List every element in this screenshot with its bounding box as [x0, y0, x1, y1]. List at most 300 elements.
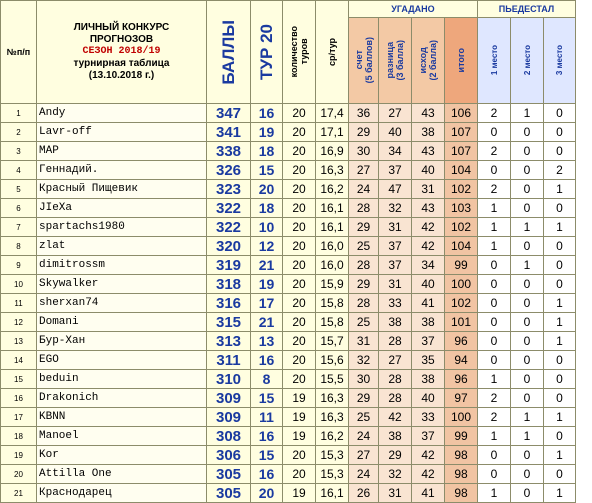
- avg-cell: 15,8: [316, 313, 349, 332]
- outcome-cell: 42: [412, 465, 445, 484]
- row-number: 17: [1, 408, 37, 427]
- diff-line1: разница: [385, 42, 395, 79]
- tour-points-cell: 16: [251, 465, 283, 484]
- row-number: 11: [1, 294, 37, 313]
- place3-cell: 0: [544, 199, 576, 218]
- score-cell: 25: [349, 237, 379, 256]
- table-row: [1, 275, 576, 294]
- total-label: итого: [456, 48, 466, 73]
- diff-cell: 47: [379, 180, 412, 199]
- avg-cell: 16,3: [316, 408, 349, 427]
- outcome-cell: 34: [412, 256, 445, 275]
- points-cell: 323: [207, 180, 251, 199]
- row-number: 13: [1, 332, 37, 351]
- outcome-cell: 37: [412, 427, 445, 446]
- score-cell: 36: [349, 104, 379, 123]
- diff-cell: 27: [379, 104, 412, 123]
- table-row: [1, 332, 576, 351]
- place1-cell: 1: [478, 484, 511, 503]
- table-row: [1, 484, 576, 503]
- score-cell: 32: [349, 351, 379, 370]
- points-cell: 338: [207, 142, 251, 161]
- player-name: Drakonich: [37, 389, 207, 408]
- guessed-group-header: УГАДАНО: [349, 1, 478, 18]
- avg-cell: 16,3: [316, 389, 349, 408]
- place3-cell: 0: [544, 370, 576, 389]
- tour-points-cell: 17: [251, 294, 283, 313]
- place1-cell: 2: [478, 389, 511, 408]
- outcome-cell: 42: [412, 446, 445, 465]
- row-number: 1: [1, 104, 37, 123]
- row-number: 16: [1, 389, 37, 408]
- tour-points-cell: 18: [251, 199, 283, 218]
- outcome-label: [418, 40, 438, 81]
- points-cell: 316: [207, 294, 251, 313]
- points-cell: 322: [207, 218, 251, 237]
- total-cell: 96: [445, 370, 478, 389]
- score-line1: счет: [353, 50, 364, 71]
- tours-count-cell: 19: [283, 427, 316, 446]
- tour-points-cell: 11: [251, 408, 283, 427]
- score-cell: 28: [349, 256, 379, 275]
- subtitle-line2: (13.10.2018 г.): [88, 70, 155, 81]
- tours-count-cell: 20: [283, 218, 316, 237]
- total-cell: 102: [445, 180, 478, 199]
- score-line2: (5 баллов): [363, 37, 374, 84]
- total-cell: 107: [445, 123, 478, 142]
- place3-cell: 0: [544, 237, 576, 256]
- place3-cell: 1: [544, 408, 576, 427]
- avg-cell: 16,3: [316, 161, 349, 180]
- avg-cell: 15,5: [316, 370, 349, 389]
- diff-cell: 37: [379, 237, 412, 256]
- place1-cell: 0: [478, 465, 511, 484]
- points-cell: 306: [207, 446, 251, 465]
- avg-label: ср/тур: [327, 37, 337, 67]
- diff-cell: 28: [379, 389, 412, 408]
- tours-count-cell: 20: [283, 465, 316, 484]
- place2-cell: 1: [511, 104, 544, 123]
- total-cell: 104: [445, 161, 478, 180]
- place2-cell: 1: [511, 427, 544, 446]
- points-cell: 308: [207, 427, 251, 446]
- avg-cell: 15,7: [316, 332, 349, 351]
- score-cell: 29: [349, 123, 379, 142]
- place1-cell: 2: [478, 104, 511, 123]
- table-row: [1, 123, 576, 142]
- place2-cell: 0: [511, 142, 544, 161]
- diff-line2: (3 балла): [395, 40, 405, 81]
- place1-cell: 2: [478, 408, 511, 427]
- tours-count-cell: 20: [283, 275, 316, 294]
- place2-cell: 0: [511, 351, 544, 370]
- tour-points-cell: 18: [251, 142, 283, 161]
- podium-group-header: ПЬЕДЕСТАЛ: [478, 1, 576, 18]
- points-cell: 322: [207, 199, 251, 218]
- player-name: sherxan74: [37, 294, 207, 313]
- score-cell: 24: [349, 427, 379, 446]
- points-cell: 319: [207, 256, 251, 275]
- col-header-total: [445, 18, 478, 104]
- place1-cell: 0: [478, 446, 511, 465]
- table-row: [1, 237, 576, 256]
- total-cell: 98: [445, 465, 478, 484]
- place2-cell: 0: [511, 161, 544, 180]
- score-cell: 27: [349, 446, 379, 465]
- place1-cell: 1: [478, 199, 511, 218]
- avg-cell: 15,9: [316, 275, 349, 294]
- diff-cell: 37: [379, 161, 412, 180]
- tours-count-cell: 20: [283, 199, 316, 218]
- points-label: БАЛЛЫ: [218, 19, 238, 85]
- table-row: [1, 142, 576, 161]
- place1-cell: 0: [478, 256, 511, 275]
- place1-cell: 1: [478, 237, 511, 256]
- score-cell: 29: [349, 389, 379, 408]
- diff-cell: 33: [379, 294, 412, 313]
- total-cell: 100: [445, 408, 478, 427]
- row-number: 2: [1, 123, 37, 142]
- player-name: Andy: [37, 104, 207, 123]
- table-row: [1, 351, 576, 370]
- tour-points-cell: 19: [251, 275, 283, 294]
- subtitle-line1: турнирная таблица: [73, 58, 170, 69]
- place1-cell: 0: [478, 351, 511, 370]
- row-number: 6: [1, 199, 37, 218]
- tours-count-cell: 20: [283, 294, 316, 313]
- diff-cell: 29: [379, 446, 412, 465]
- avg-cell: 16,2: [316, 427, 349, 446]
- tours-count-cell: 20: [283, 237, 316, 256]
- season-label: СЕЗОН 2018/19: [82, 46, 161, 57]
- place1-cell: 1: [478, 218, 511, 237]
- avg-cell: 16,1: [316, 199, 349, 218]
- player-name: KBNN: [37, 408, 207, 427]
- tours-count-cell: 20: [283, 180, 316, 199]
- place2-cell: 0: [511, 370, 544, 389]
- outcome-cell: 40: [412, 161, 445, 180]
- total-cell: 102: [445, 218, 478, 237]
- place2-label: 2 место: [522, 45, 532, 76]
- table-row: [1, 218, 576, 237]
- tour-points-cell: 15: [251, 161, 283, 180]
- outcome-cell: 41: [412, 294, 445, 313]
- row-number: 8: [1, 237, 37, 256]
- tours-count-cell: 19: [283, 484, 316, 503]
- points-cell: 309: [207, 408, 251, 427]
- diff-cell: 42: [379, 408, 412, 427]
- place2-cell: 0: [511, 313, 544, 332]
- row-number: 3: [1, 142, 37, 161]
- score-cell: 31: [349, 332, 379, 351]
- outcome-cell: 38: [412, 123, 445, 142]
- outcome-line2: (2 балла): [428, 40, 438, 81]
- diff-cell: 31: [379, 218, 412, 237]
- player-name: Kor: [37, 446, 207, 465]
- place2-cell: 1: [511, 218, 544, 237]
- outcome-cell: 43: [412, 199, 445, 218]
- table-row: [1, 370, 576, 389]
- place3-cell: 1: [544, 332, 576, 351]
- outcome-cell: 43: [412, 104, 445, 123]
- tours-count-cell: 19: [283, 408, 316, 427]
- diff-cell: 40: [379, 123, 412, 142]
- place2-cell: 0: [511, 199, 544, 218]
- tours-count-cell: 20: [283, 123, 316, 142]
- place2-cell: 0: [511, 237, 544, 256]
- total-cell: 104: [445, 237, 478, 256]
- points-cell: 341: [207, 123, 251, 142]
- table-title: [37, 1, 207, 104]
- player-name: Бур-Хан: [37, 332, 207, 351]
- place1-cell: 2: [478, 180, 511, 199]
- diff-cell: 28: [379, 332, 412, 351]
- place3-cell: 2: [544, 161, 576, 180]
- avg-cell: 16,1: [316, 218, 349, 237]
- player-name: Skywalker: [37, 275, 207, 294]
- col-header-points: [207, 1, 251, 104]
- points-cell: 315: [207, 313, 251, 332]
- col-header-avg: [316, 1, 349, 104]
- score-cell: 27: [349, 161, 379, 180]
- tours-count-cell: 20: [283, 104, 316, 123]
- player-name: spartachs1980: [37, 218, 207, 237]
- place3-cell: 1: [544, 180, 576, 199]
- col-header-place2: [511, 18, 544, 104]
- tour-points-cell: 20: [251, 484, 283, 503]
- tour-points-cell: 21: [251, 256, 283, 275]
- total-cell: 97: [445, 389, 478, 408]
- place2-cell: 0: [511, 275, 544, 294]
- avg-cell: 16,0: [316, 256, 349, 275]
- row-number: 18: [1, 427, 37, 446]
- outcome-cell: 35: [412, 351, 445, 370]
- outcome-cell: 40: [412, 275, 445, 294]
- place2-cell: 0: [511, 484, 544, 503]
- table-body: [1, 104, 576, 503]
- place1-cell: 2: [478, 142, 511, 161]
- score-cell: 30: [349, 370, 379, 389]
- place3-cell: 0: [544, 104, 576, 123]
- row-number: 15: [1, 370, 37, 389]
- total-cell: 102: [445, 294, 478, 313]
- row-number: 14: [1, 351, 37, 370]
- tour-points-cell: 13: [251, 332, 283, 351]
- table-row: [1, 180, 576, 199]
- place3-cell: 1: [544, 218, 576, 237]
- place1-cell: 0: [478, 275, 511, 294]
- place3-cell: 0: [544, 389, 576, 408]
- diff-cell: 37: [379, 256, 412, 275]
- tour-label: ТУР 20: [256, 24, 276, 80]
- row-number: 20: [1, 465, 37, 484]
- player-name: MAP: [37, 142, 207, 161]
- table-row: [1, 446, 576, 465]
- player-name: Manoel: [37, 427, 207, 446]
- score-cell: 24: [349, 180, 379, 199]
- place3-cell: 0: [544, 427, 576, 446]
- place3-cell: 1: [544, 484, 576, 503]
- outcome-cell: 42: [412, 237, 445, 256]
- tours-count-cell: 20: [283, 161, 316, 180]
- tours-count-cell: 19: [283, 389, 316, 408]
- place1-cell: 0: [478, 294, 511, 313]
- score-cell: 29: [349, 218, 379, 237]
- player-name: JIeXa: [37, 199, 207, 218]
- place3-cell: 1: [544, 294, 576, 313]
- tours-count-cell: 20: [283, 370, 316, 389]
- row-number: 10: [1, 275, 37, 294]
- player-name: Attilla One: [37, 465, 207, 484]
- table-row: [1, 294, 576, 313]
- table-row: [1, 256, 576, 275]
- points-cell: 305: [207, 484, 251, 503]
- place1-cell: 0: [478, 313, 511, 332]
- total-cell: 99: [445, 256, 478, 275]
- player-name: Lavr-off: [37, 123, 207, 142]
- place3-cell: 0: [544, 123, 576, 142]
- avg-cell: 17,4: [316, 104, 349, 123]
- player-name: Domani: [37, 313, 207, 332]
- place2-cell: 1: [511, 408, 544, 427]
- tours-count-line2: туров: [299, 38, 309, 66]
- avg-cell: 15,6: [316, 351, 349, 370]
- player-name: Геннадий.: [37, 161, 207, 180]
- tour-points-cell: 19: [251, 123, 283, 142]
- total-cell: 107: [445, 142, 478, 161]
- row-number: 9: [1, 256, 37, 275]
- tour-points-cell: 16: [251, 427, 283, 446]
- title-line1: ЛИЧНЫЙ КОНКУРС: [73, 22, 170, 33]
- tour-points-cell: 21: [251, 313, 283, 332]
- tour-points-cell: 16: [251, 104, 283, 123]
- place2-cell: 0: [511, 389, 544, 408]
- diff-label: [385, 40, 405, 81]
- outcome-cell: 43: [412, 142, 445, 161]
- outcome-cell: 38: [412, 370, 445, 389]
- col-header-tour: [251, 1, 283, 104]
- points-cell: 311: [207, 351, 251, 370]
- player-name: Краснодарец: [37, 484, 207, 503]
- points-cell: 305: [207, 465, 251, 484]
- place3-cell: 1: [544, 446, 576, 465]
- outcome-cell: 42: [412, 218, 445, 237]
- col-header-place3: [544, 18, 576, 104]
- table-row: [1, 427, 576, 446]
- title-line2: ПРОГНОЗОВ: [89, 34, 154, 45]
- diff-cell: 27: [379, 351, 412, 370]
- points-cell: 309: [207, 389, 251, 408]
- player-name: dimitrossm: [37, 256, 207, 275]
- place2-cell: 0: [511, 123, 544, 142]
- tours-count-label: [289, 26, 309, 77]
- outcome-cell: 41: [412, 484, 445, 503]
- outcome-cell: 40: [412, 389, 445, 408]
- points-cell: 318: [207, 275, 251, 294]
- player-name: zlat: [37, 237, 207, 256]
- diff-cell: 38: [379, 313, 412, 332]
- table-row: [1, 104, 576, 123]
- diff-cell: 31: [379, 275, 412, 294]
- diff-cell: 34: [379, 142, 412, 161]
- points-cell: 347: [207, 104, 251, 123]
- place2-cell: 1: [511, 256, 544, 275]
- score-label: [354, 37, 374, 83]
- table-row: [1, 465, 576, 484]
- tours-count-cell: 20: [283, 313, 316, 332]
- avg-cell: 17,1: [316, 123, 349, 142]
- tour-points-cell: 15: [251, 446, 283, 465]
- col-header-diff: [379, 18, 412, 104]
- col-header-number: №п/п: [1, 1, 37, 104]
- row-number: 19: [1, 446, 37, 465]
- place1-cell: 1: [478, 427, 511, 446]
- total-cell: 98: [445, 446, 478, 465]
- tour-points-cell: 20: [251, 180, 283, 199]
- outcome-cell: 38: [412, 313, 445, 332]
- points-cell: 313: [207, 332, 251, 351]
- score-cell: 25: [349, 408, 379, 427]
- avg-cell: 15,8: [316, 294, 349, 313]
- row-number: 7: [1, 218, 37, 237]
- place3-label: 3 место: [555, 45, 564, 76]
- tour-points-cell: 12: [251, 237, 283, 256]
- table-row: [1, 161, 576, 180]
- score-cell: 29: [349, 275, 379, 294]
- outcome-cell: 37: [412, 332, 445, 351]
- place1-cell: 0: [478, 123, 511, 142]
- place2-cell: 0: [511, 294, 544, 313]
- outcome-line1: исход: [418, 47, 428, 74]
- table-row: [1, 408, 576, 427]
- col-header-outcome: [412, 18, 445, 104]
- outcome-cell: 31: [412, 180, 445, 199]
- avg-cell: 16,2: [316, 180, 349, 199]
- place1-label: 1 место: [489, 45, 499, 76]
- points-cell: 310: [207, 370, 251, 389]
- place3-cell: 0: [544, 351, 576, 370]
- diff-cell: 28: [379, 370, 412, 389]
- total-cell: 100: [445, 275, 478, 294]
- points-cell: 326: [207, 161, 251, 180]
- score-cell: 28: [349, 294, 379, 313]
- place3-cell: 0: [544, 256, 576, 275]
- place3-cell: 0: [544, 275, 576, 294]
- total-cell: 99: [445, 427, 478, 446]
- diff-cell: 31: [379, 484, 412, 503]
- table-row: [1, 199, 576, 218]
- avg-cell: 15,3: [316, 465, 349, 484]
- tours-count-cell: 20: [283, 446, 316, 465]
- table-row: [1, 389, 576, 408]
- table-row: [1, 313, 576, 332]
- tours-count-cell: 20: [283, 256, 316, 275]
- diff-cell: 38: [379, 427, 412, 446]
- score-cell: 24: [349, 465, 379, 484]
- tour-points-cell: 15: [251, 389, 283, 408]
- row-number: 12: [1, 313, 37, 332]
- place2-cell: 0: [511, 446, 544, 465]
- tours-count-cell: 20: [283, 332, 316, 351]
- player-name: Красный Пищевик: [37, 180, 207, 199]
- place3-cell: 0: [544, 142, 576, 161]
- col-header-place1: [478, 18, 511, 104]
- diff-cell: 32: [379, 199, 412, 218]
- total-cell: 96: [445, 332, 478, 351]
- place1-cell: 1: [478, 370, 511, 389]
- tours-count-line1: количество: [289, 26, 299, 78]
- col-header-tours-count: [283, 1, 316, 104]
